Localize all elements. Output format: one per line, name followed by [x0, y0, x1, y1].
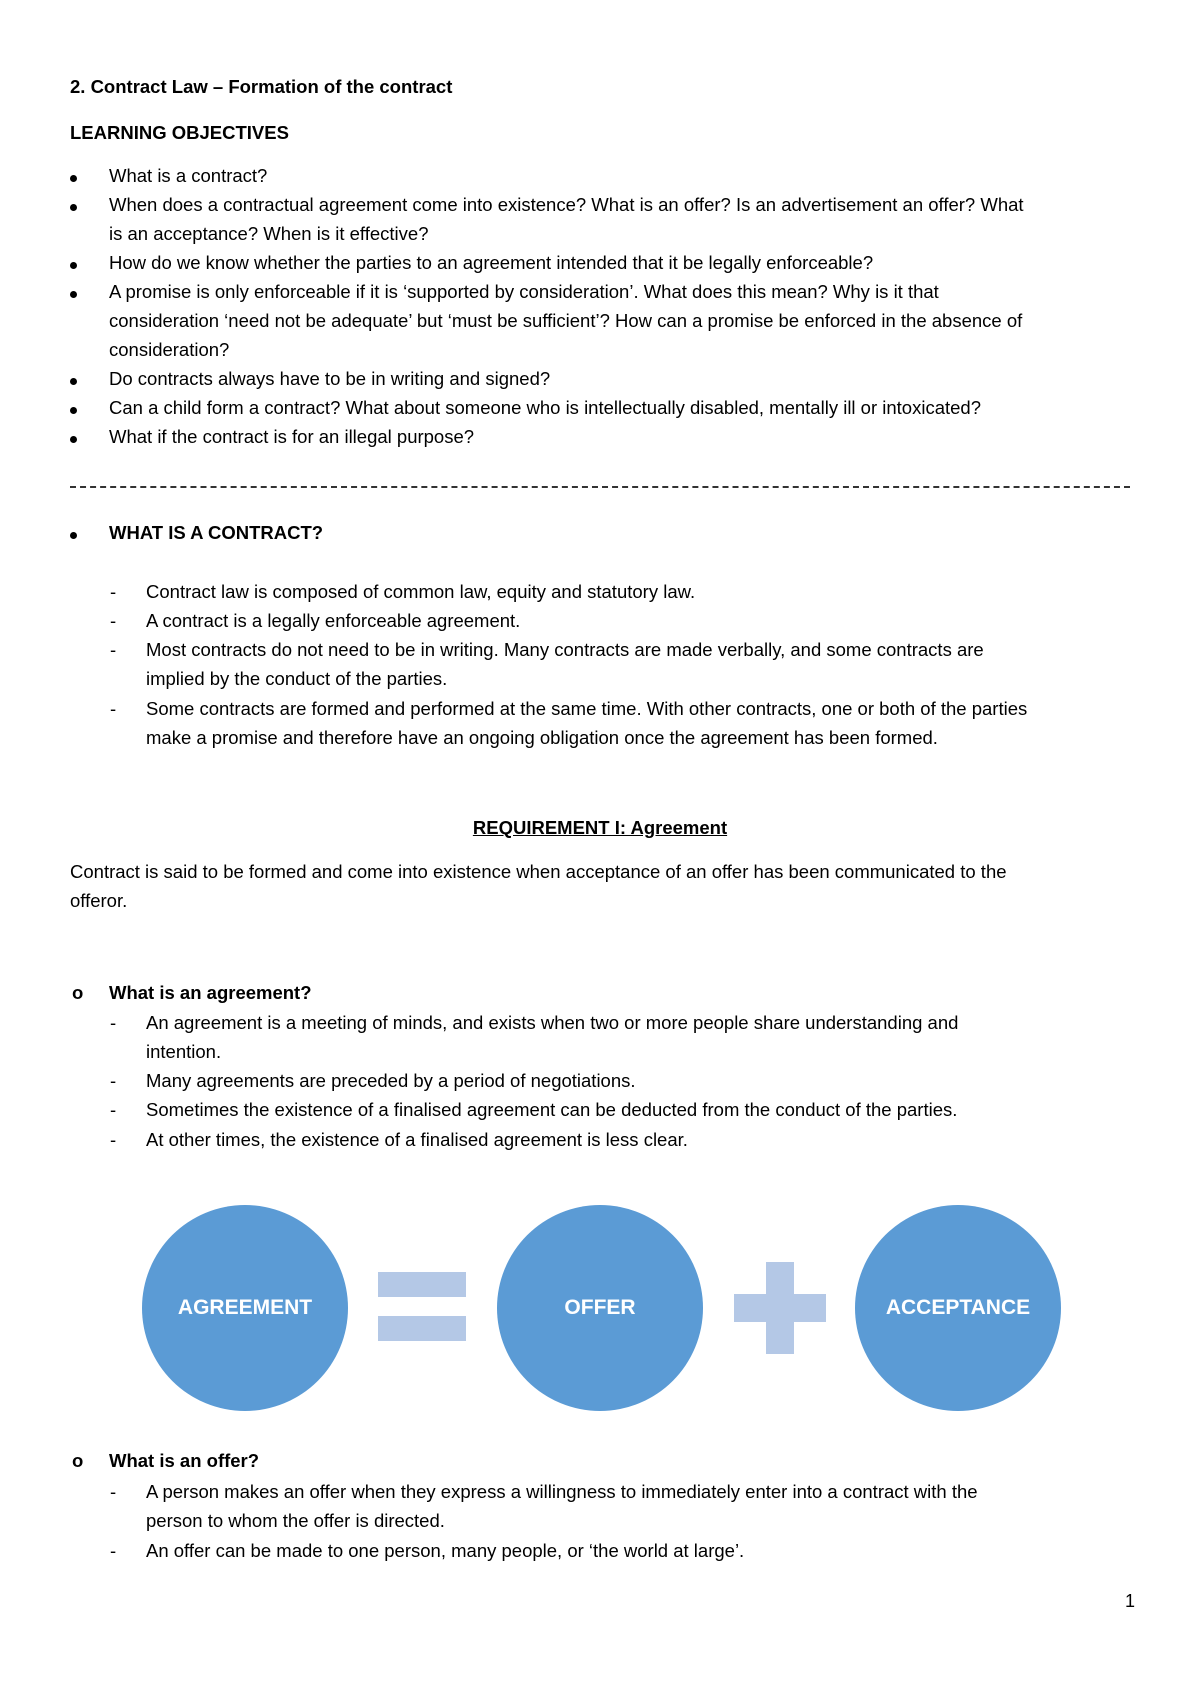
bullet-icon — [70, 407, 77, 414]
objective-item-continued: consideration? — [109, 339, 230, 360]
acceptance-circle: ACCEPTANCE — [855, 1205, 1061, 1411]
offer-point-continued: person to whom the offer is directed. — [146, 1510, 445, 1531]
contract-point: Contract law is composed of common law, equity and statutory law. — [146, 581, 696, 602]
bullet-icon — [70, 175, 77, 182]
dash-marker: - — [110, 1540, 117, 1561]
agreement-point: An agreement is a meeting of minds, and exists when two or more people share understanding and — [146, 1012, 959, 1033]
section-title-agreement: What is an agreement? — [109, 982, 312, 1003]
offer-point: An offer can be made to one person, many people, or ‘the world at large’. — [146, 1540, 745, 1561]
contract-point-continued: implied by the conduct of the parties. — [146, 668, 448, 689]
learning-objectives-title: LEARNING OBJECTIVES — [70, 122, 289, 143]
objective-item-continued: is an acceptance? When is it effective? — [109, 223, 429, 244]
contract-point: Some contracts are formed and performed at the same time. With other contracts, one or both of the parties — [146, 698, 1028, 719]
document-heading: 2. Contract Law – Formation of the contract — [70, 76, 453, 97]
dash-marker: - — [110, 1099, 117, 1120]
contract-point: A contract is a legally enforceable agreement. — [146, 610, 521, 631]
bullet-icon — [70, 378, 77, 385]
dash-marker: - — [110, 1481, 117, 1502]
circle-bullet-icon: o — [72, 1450, 84, 1471]
contract-point-continued: make a promise and therefore have an ongoing obligation once the agreement has been formed. — [146, 727, 938, 748]
objective-item: Do contracts always have to be in writing and signed? — [109, 368, 551, 389]
objective-item: What is a contract? — [109, 165, 268, 186]
objective-item-continued: consideration ‘need not be adequate’ but ‘must be sufficient’? How can a promise be enforced in the absence of — [109, 310, 1023, 331]
agreement-point: Many agreements are preceded by a period of negotiations. — [146, 1070, 636, 1091]
agreement-point-continued: intention. — [146, 1041, 222, 1062]
dash-marker: - — [110, 1012, 117, 1033]
dash-marker: - — [110, 698, 117, 719]
objective-item: A promise is only enforceable if it is ‘supported by consideration’. What does this mean? Why is it that — [109, 281, 939, 302]
section-title-offer: What is an offer? — [109, 1450, 260, 1471]
circle-bullet-icon: o — [72, 982, 84, 1003]
dashed-separator — [70, 486, 1130, 488]
bullet-icon — [70, 262, 77, 269]
objective-item: What if the contract is for an illegal purpose? — [109, 426, 475, 447]
equals-icon-top-bar — [378, 1272, 466, 1297]
contract-point: Most contracts do not need to be in writing. Many contracts are made verbally, and some contracts are — [146, 639, 984, 660]
equals-icon-bottom-bar — [378, 1316, 466, 1341]
bullet-icon — [70, 532, 77, 539]
requirement-intro: Contract is said to be formed and come into existence when acceptance of an offer has been communicated to the — [70, 861, 1007, 882]
agreement-point: Sometimes the existence of a finalised agreement can be deducted from the conduct of the parties. — [146, 1099, 958, 1120]
plus-icon-horizontal-bar — [734, 1294, 826, 1322]
dash-marker: - — [110, 581, 117, 602]
requirement-title: REQUIREMENT I: Agreement — [472, 817, 728, 838]
bullet-icon — [70, 204, 77, 211]
offer-circle: OFFER — [497, 1205, 703, 1411]
bullet-icon — [70, 436, 77, 443]
dash-marker: - — [110, 1070, 117, 1091]
agreement-circle: AGREEMENT — [142, 1205, 348, 1411]
objective-item: Can a child form a contract? What about someone who is intellectually disabled, mentally ill or intoxicated? — [109, 397, 982, 418]
dash-marker: - — [110, 1129, 117, 1150]
dash-marker: - — [110, 639, 117, 660]
page-number: 1 — [1124, 1591, 1135, 1611]
dash-marker: - — [110, 610, 117, 631]
objective-item: When does a contractual agreement come into existence? What is an offer? Is an advertisement an offer? What — [109, 194, 1024, 215]
bullet-icon — [70, 291, 77, 298]
agreement-point: At other times, the existence of a finalised agreement is less clear. — [146, 1129, 688, 1150]
requirement-intro-continued: offeror. — [70, 890, 128, 911]
objective-item: How do we know whether the parties to an agreement intended that it be legally enforceable? — [109, 252, 874, 273]
section-title-what-is-contract: WHAT IS A CONTRACT? — [109, 522, 324, 543]
offer-point: A person makes an offer when they express a willingness to immediately enter into a contract with the — [146, 1481, 978, 1502]
